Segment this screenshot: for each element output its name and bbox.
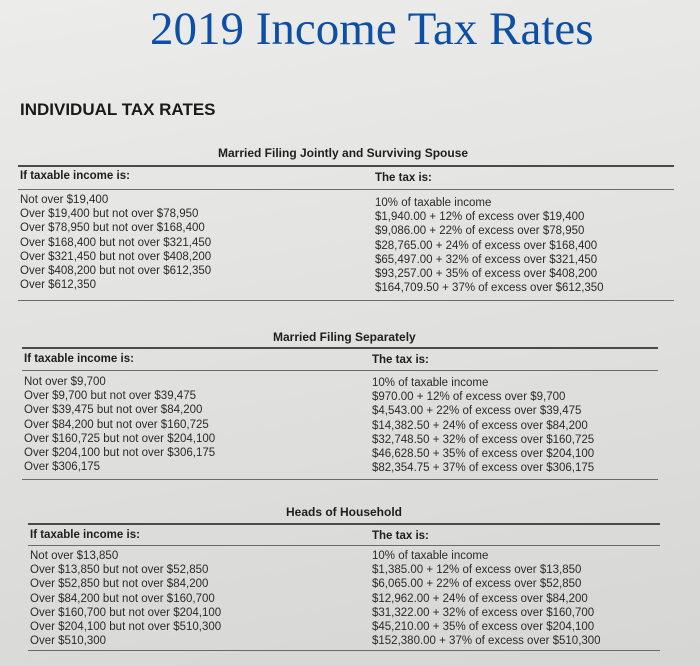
tax-formula: $164,709.50 + 37% of excess over $612,350 — [375, 282, 604, 295]
income-bracket: Over $39,475 but not over $84,200 — [24, 404, 203, 417]
table-title: Married Filing Jointly and Surviving Spouse — [218, 146, 469, 160]
income-bracket: Not over $19,400 — [20, 194, 109, 206]
table-top-rule — [18, 165, 674, 167]
income-bracket: Over $160,725 but not over $204,100 — [24, 432, 216, 445]
income-column-header: If taxable income is: — [20, 170, 130, 182]
income-bracket: Over $160,700 but not over $204,100 — [30, 606, 222, 619]
tax-formula: $14,382.50 + 24% of excess over $84,200 — [372, 419, 588, 432]
tax-formula: $970.00 + 12% of excess over $9,700 — [372, 391, 566, 404]
income-bracket: Over $168,400 but not over $321,450 — [20, 236, 212, 249]
tax-formula: $93,257.00 + 35% of excess over $408,200 — [375, 268, 598, 281]
tax-column-header: The tax is: — [375, 172, 432, 184]
tax-formula: 10% of taxable income — [375, 197, 492, 209]
income-bracket: Over $408,200 but not over $612,350 — [20, 265, 212, 278]
tax-formula: $46,628.50 + 35% of excess over $204,100 — [372, 448, 595, 461]
table-title: Married Filing Separately — [273, 330, 416, 344]
tax-formula-list — [375, 196, 604, 295]
income-bracket-list — [20, 193, 211, 292]
tax-formula: $6,065.00 + 22% of excess over $52,850 — [372, 578, 582, 591]
tax-formula-list — [372, 549, 601, 648]
tax-formula: $82,354.75 + 37% of excess over $306,175 — [372, 462, 595, 475]
income-bracket: Over $78,950 but not over $168,400 — [20, 222, 205, 235]
page-title: 2019 Income Tax Rates — [150, 3, 594, 55]
tax-column-header: The tax is: — [372, 354, 429, 366]
income-bracket: Over $321,450 but not over $408,200 — [20, 250, 212, 263]
tax-formula: $12,962.00 + 24% of excess over $84,200 — [372, 592, 588, 605]
table-title: Heads of Household — [286, 505, 403, 519]
income-bracket: Not over $9,700 — [24, 376, 106, 388]
income-bracket: Over $52,850 but not over $84,200 — [30, 578, 209, 591]
income-bracket: Over $84,200 but not over $160,725 — [24, 418, 209, 431]
tax-formula-list — [372, 376, 594, 475]
tax-formula: $65,497.00 + 32% of excess over $321,450 — [375, 253, 598, 266]
header-rule — [28, 545, 660, 546]
table-bottom-rule — [18, 300, 674, 301]
income-bracket: Over $19,400 but not over $78,950 — [20, 208, 199, 221]
tax-formula: 10% of taxable income — [372, 377, 489, 389]
income-bracket: Over $84,200 but not over $160,700 — [30, 592, 215, 605]
income-bracket-list — [30, 549, 221, 648]
income-bracket: Over $204,100 but not over $306,175 — [24, 447, 216, 460]
section-heading: INDIVIDUAL TAX RATES — [20, 100, 216, 119]
tax-formula: $4,543.00 + 22% of excess over $39,475 — [372, 405, 582, 418]
header-rule — [18, 189, 674, 190]
table-bottom-rule — [22, 479, 658, 480]
table-top-rule — [22, 347, 658, 349]
tax-formula: $1,940.00 + 12% of excess over $19,400 — [375, 211, 585, 224]
income-column-header: If taxable income is: — [30, 529, 140, 541]
tax-formula: $32,748.50 + 32% of excess over $160,725 — [372, 433, 595, 446]
income-bracket-list — [24, 375, 215, 474]
tax-formula: $1,385.00 + 12% of excess over $13,850 — [372, 564, 582, 577]
income-bracket: Over $204,100 but not over $510,300 — [30, 621, 222, 634]
income-bracket: Over $612,350 — [20, 279, 97, 292]
income-bracket: Over $510,300 — [30, 635, 107, 648]
tax-formula: $28,765.00 + 24% of excess over $168,400 — [375, 239, 598, 252]
tax-formula: $152,380.00 + 37% of excess over $510,300 — [372, 635, 601, 648]
tax-formula: 10% of taxable income — [372, 550, 489, 562]
tax-formula: $9,086.00 + 22% of excess over $78,950 — [375, 225, 585, 238]
income-bracket: Over $306,175 — [24, 461, 101, 474]
table-top-rule — [28, 523, 660, 525]
header-rule — [22, 370, 658, 371]
tax-formula: $45,210.00 + 35% of excess over $204,100 — [372, 621, 595, 634]
tax-column-header: The tax is: — [372, 530, 429, 542]
tax-formula: $31,322.00 + 32% of excess over $160,700 — [372, 606, 595, 619]
table-bottom-rule — [28, 650, 660, 651]
income-bracket: Not over $13,850 — [30, 550, 119, 562]
income-column-header: If taxable income is: — [24, 353, 134, 365]
income-bracket: Over $13,850 but not over $52,850 — [30, 564, 209, 577]
income-bracket: Over $9,700 but not over $39,475 — [24, 390, 196, 403]
